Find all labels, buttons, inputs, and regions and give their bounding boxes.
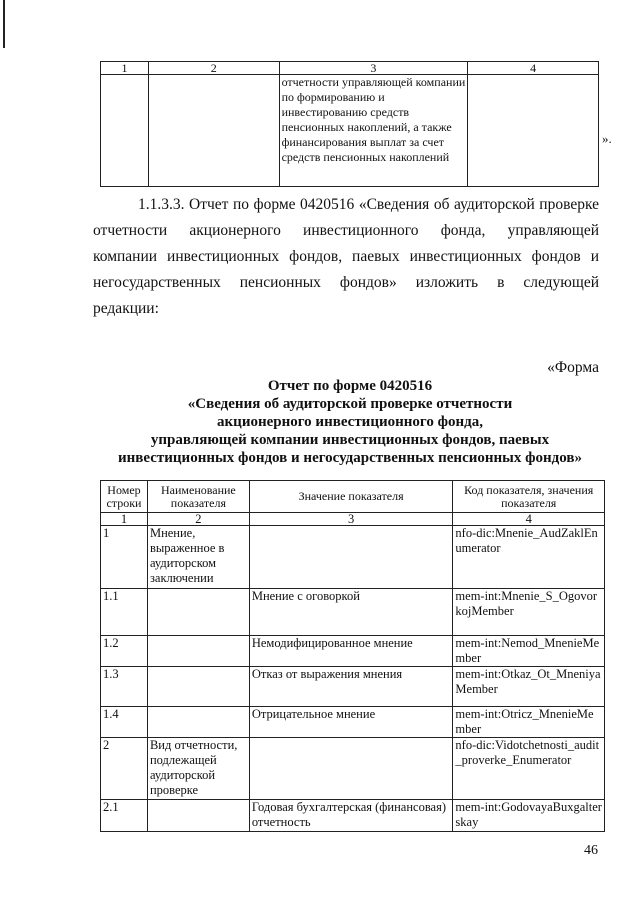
row-number: 1: [101, 526, 148, 589]
form-title-line: Отчет по форме 0420516: [267, 378, 433, 394]
column-header-number: Номер строки: [101, 481, 148, 513]
column-header-value: Значение показателя: [249, 481, 453, 513]
paragraph-line: компании инвестиционных фондов, паевых инвестиционных фондов и: [93, 248, 599, 265]
continuation-cell-4: [468, 75, 599, 187]
row-number: 1.2: [101, 636, 148, 667]
form-title-line: инвестиционных фондов и негосударственных пенсионных фондов»: [118, 450, 582, 466]
table-row: [101, 738, 605, 800]
row-number: 1.1: [101, 589, 148, 636]
continuation-cell-3: отчетности управляющей компании по формированию и инвестированию средств пенсионных накоплений, а также финансирования выплат за счет средств пенсионных накоплений: [279, 75, 468, 187]
row-name: [147, 800, 249, 832]
paragraph-line: 1.1.3.3. Отчет по форме 0420516 «Сведения об аудиторской проверке: [138, 196, 599, 213]
paragraph-line: отчетности акционерного инвестиционного фонда, управляющей: [93, 222, 599, 239]
form-title-line: акционерного инвестиционного фонда,: [217, 414, 483, 430]
column-number: 4: [453, 513, 605, 526]
row-code: mem-int:Mnenie_S_OgovorkojMember: [453, 589, 605, 636]
continuation-cell-1: [101, 75, 149, 187]
continuation-header-3: 3: [279, 62, 468, 75]
paragraph-line: редакции:: [93, 300, 159, 317]
form-title-line: управляющей компании инвестиционных фондов, паевых: [150, 432, 550, 448]
forma-label: «Форма: [547, 359, 599, 376]
row-value: Отказ от выражения мнения: [249, 667, 453, 707]
amendment-paragraph: [93, 192, 599, 322]
page-number: 46: [584, 843, 598, 858]
table-row: [101, 526, 605, 589]
row-name: [147, 589, 249, 636]
row-value: [249, 738, 453, 800]
column-number: 3: [249, 513, 453, 526]
continuation-table: [100, 61, 599, 187]
row-value: [249, 526, 453, 589]
row-code: mem-int:Otkaz_Ot_MneniyaMember: [453, 667, 605, 707]
column-number: 2: [147, 513, 249, 526]
table-row: [101, 636, 605, 667]
row-name: Мнение, выраженное в аудиторском заключении: [147, 526, 249, 589]
column-number: 1: [101, 513, 148, 526]
table-row: [101, 589, 605, 636]
continuation-header-4: 4: [468, 62, 599, 75]
closing-quote: ».: [602, 131, 612, 146]
row-value: Немодифицированное мнение: [249, 636, 453, 667]
table-row: [101, 800, 605, 832]
row-code: mem-int:GodovayaBuxgalterskay: [453, 800, 605, 832]
table-row: [101, 667, 605, 707]
row-name: [147, 636, 249, 667]
row-code: nfo-dic:Mnenie_AudZaklEnumerator: [453, 526, 605, 589]
continuation-header-2: 2: [148, 62, 279, 75]
row-name: [147, 707, 249, 738]
column-header-code: Код показателя, значения показателя: [453, 481, 605, 513]
row-name: Вид отчетности, подлежащей аудиторской проверке: [147, 738, 249, 800]
row-value: Мнение с оговоркой: [249, 589, 453, 636]
row-code: mem-int:Nemod_MnenieMember: [453, 636, 605, 667]
row-value: Отрицательное мнение: [249, 707, 453, 738]
row-number: 2.1: [101, 800, 148, 832]
row-code: nfo-dic:Vidotchetnosti_audit_proverke_Enumerator: [453, 738, 605, 800]
continuation-cell-2: [148, 75, 279, 187]
form-title-line: «Сведения об аудиторской проверке отчетности: [187, 396, 513, 412]
continuation-header-1: 1: [101, 62, 149, 75]
row-number: 1.3: [101, 667, 148, 707]
row-number: 2: [101, 738, 148, 800]
form-table: [100, 480, 605, 832]
row-name: [147, 667, 249, 707]
paragraph-line: негосударственных пенсионных фондов» изложить в следующей: [93, 274, 599, 291]
scan-edge-mark: [3, 0, 5, 48]
row-value: Годовая бухгалтерская (финансовая) отчетность: [249, 800, 453, 832]
row-code: mem-int:Otricz_MnenieMember: [453, 707, 605, 738]
form-title: [80, 377, 620, 467]
column-header-name: Наименование показателя: [147, 481, 249, 513]
row-number: 1.4: [101, 707, 148, 738]
table-row: [101, 707, 605, 738]
